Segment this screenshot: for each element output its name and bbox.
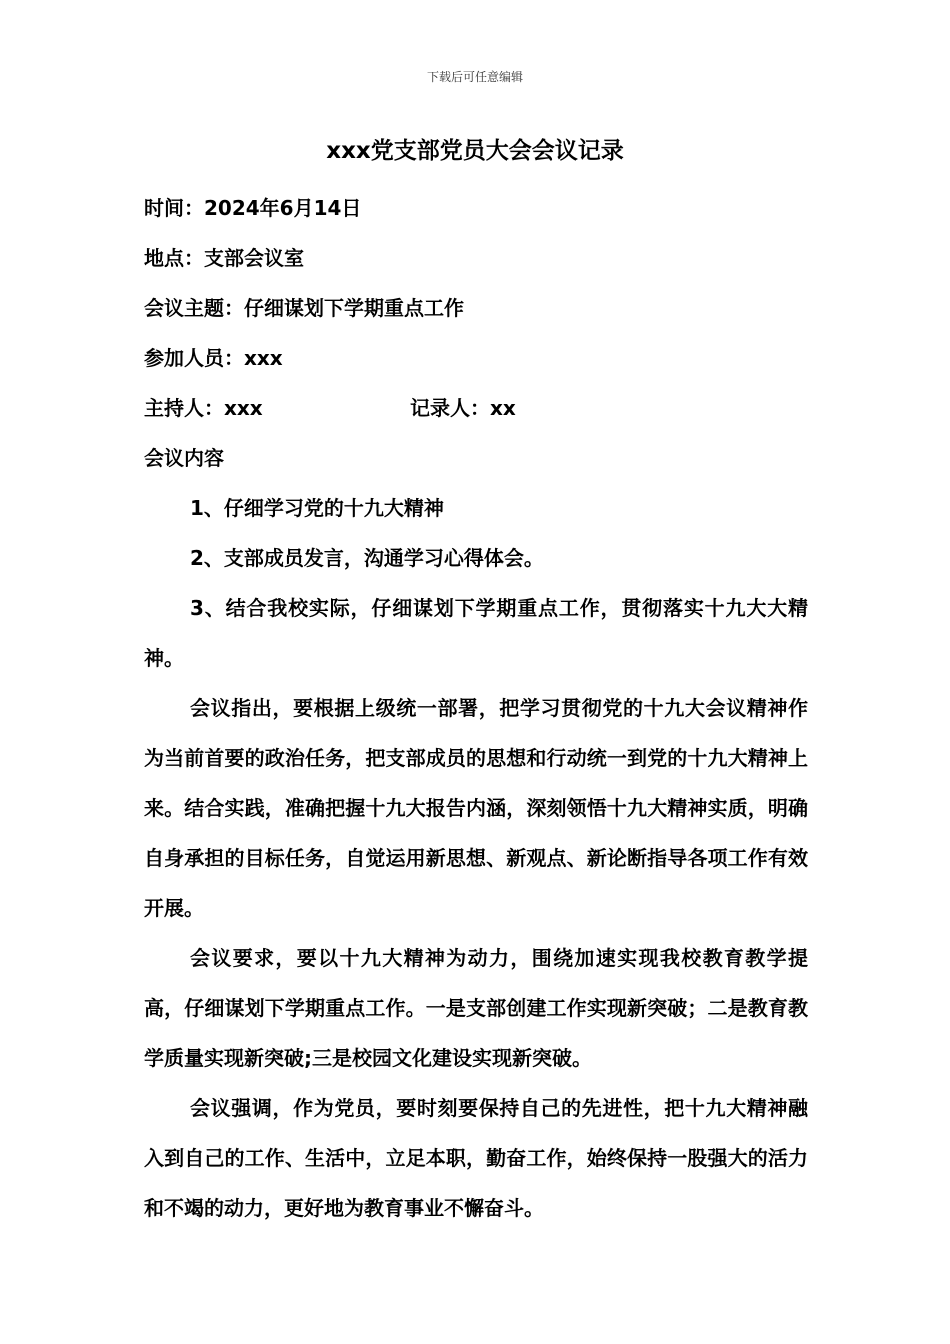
header-note: 下载后可任意编辑: [426, 70, 523, 84]
host-recorder-row: [144, 383, 808, 433]
meeting-theme: 会议主题：仔细谋划下学期重点工作: [144, 296, 464, 320]
agenda-item-2: 2、支部成员发言，沟通学习心得体会。: [190, 546, 544, 570]
meeting-host: 主持人：xxx: [144, 396, 263, 420]
document-body: [144, 183, 808, 1233]
agenda-item-3: 3、结合我校实际，仔细谋划下学期重点工作，贯彻落实十九大大精神。: [144, 596, 808, 670]
paragraph-emphasis: 会议强调，作为党员，要时刻要保持自己的先进性，把十九大精神融入到自己的工作、生活中，立足本职，勤奋工作，始终保持一股强大的活力和不竭的动力，更好地为教育事业不懈奋斗。: [144, 1096, 808, 1220]
meeting-attendees: 参加人员：xxx: [144, 346, 283, 370]
content-heading: 会议内容: [144, 446, 224, 470]
meeting-place: 地点：支部会议室: [144, 246, 304, 270]
meeting-time: 时间：2024年6月14日: [144, 196, 362, 220]
paragraph-requirements: 会议要求，要以十九大精神为动力，围绕加速实现我校教育教学提高，仔细谋划下学期重点工作。一是支部创建工作实现新突破；二是教育教学质量实现新突破;三是校园文化建设实现新突破。: [144, 946, 808, 1070]
document-title: xxx党支部党员大会会议记录: [326, 138, 624, 164]
meeting-recorder: 记录人：xx: [410, 396, 516, 420]
agenda-item-1: 1、仔细学习党的十九大精神: [190, 496, 444, 520]
paragraph-points-out: 会议指出，要根据上级统一部署，把学习贯彻党的十九大会议精神作为当前首要的政治任务，把支部成员的思想和行动统一到党的十九大精神上来。结合实践，准确把握十九大报告内涵，深刻领悟十九大精神实质，明确自身承担的目标任务，自觉运用新思想、新观点、新论断指导各项工作有效开展。: [144, 696, 808, 920]
